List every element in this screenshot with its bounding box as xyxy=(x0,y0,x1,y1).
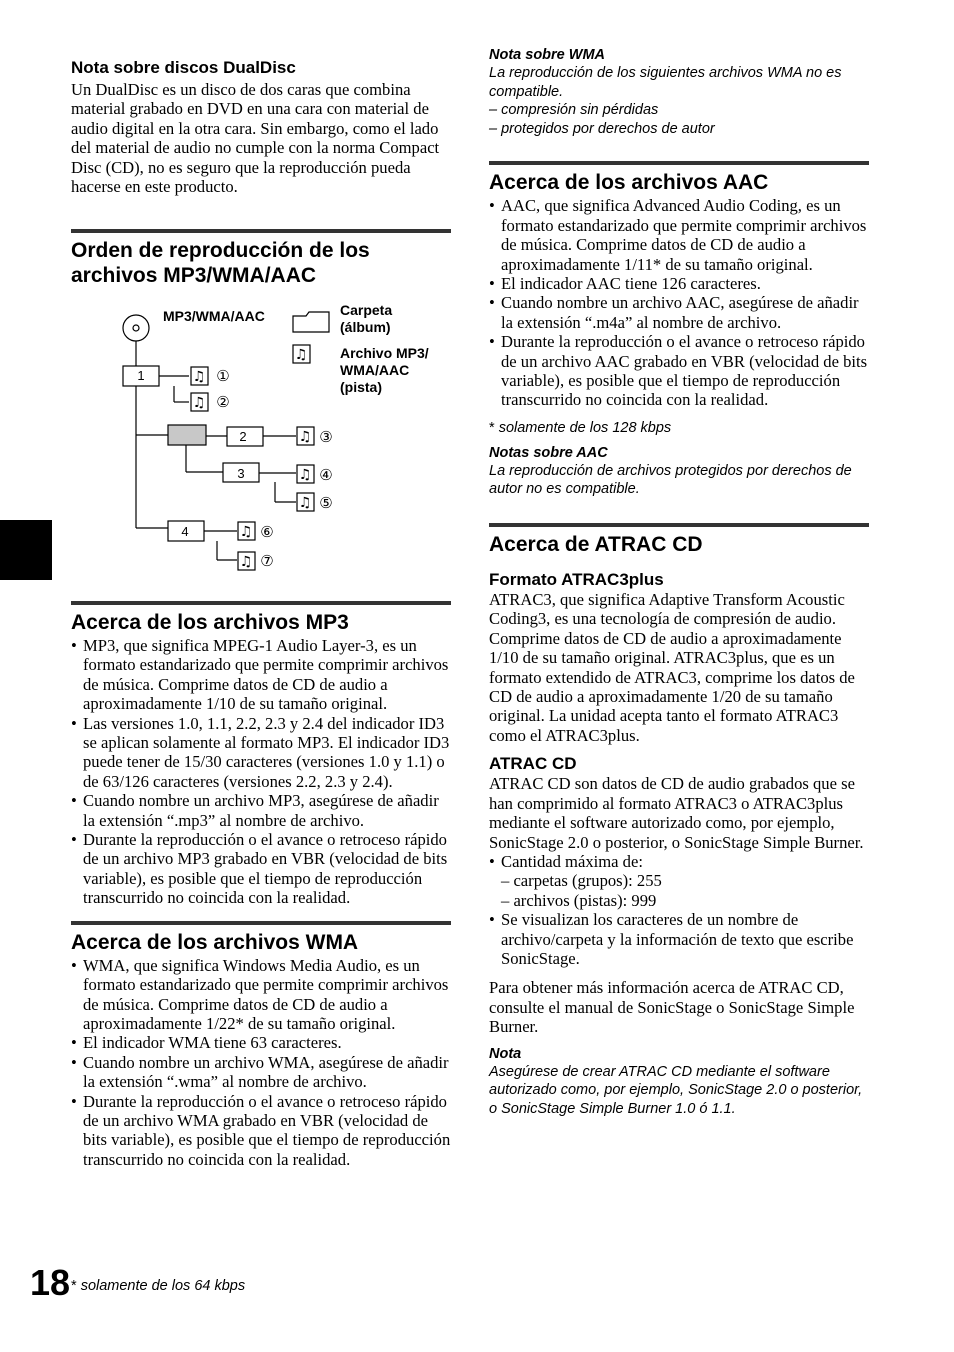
aac-bullet: • Durante la reproducción o el avance o retroceso rápido de un archivo AAC grabado en VBR (velocidad de bits variable), es posible que el tiempo de reproducción transcurrido no coincida con la realidad. xyxy=(489,332,869,410)
wma-note-body: La reproducción de los siguientes archivos WMA no es compatible. xyxy=(489,65,842,100)
track-number-5: ⑤ xyxy=(319,494,333,512)
aac-footnote xyxy=(489,420,869,436)
section-tab-marker xyxy=(0,520,52,580)
folder-tree-svg xyxy=(71,296,451,586)
wma-bullet: • Durante la reproducción o el avance o retroceso rápido de un archivo WMA grabado en VBR (velocidad de bits variable), es posible que el tiempo de reproducción transcurrido no coincida con la realidad. xyxy=(71,1092,451,1170)
page-number: 18 xyxy=(30,1262,71,1303)
wma-note-item: – compresión sin pérdidas xyxy=(489,102,659,119)
diagram-root-label: MP3/WMA/AAC xyxy=(163,308,265,324)
folder-label-1: 1 xyxy=(137,368,145,383)
track-number-7: ⑦ xyxy=(260,552,274,570)
aac-bullet-list xyxy=(489,196,869,409)
svg-text:♫: ♫ xyxy=(192,369,206,385)
dualdisc-heading: Nota sobre discos DualDisc xyxy=(71,58,296,77)
aac-bullet: • El indicador AAC tiene 126 caracteres. xyxy=(489,274,869,293)
atrac3plus-body: ATRAC3, que significa Adaptive Transform Acoustic Coding3, es una tecnología de compresión de audio. Comprime datos de CD de audio a aproximadamente 1/10 de su tamaño original. ATRAC3plus, que es un formato extendido de ATRAC3, comprime los datos de CD de audio a aproximadamente 1/20 de su tamaño original. La unidad acepta tanto el formato ATRAC3 como el ATRAC3plus. xyxy=(489,590,855,745)
svg-text:♫: ♫ xyxy=(298,495,312,511)
atrac-note-body: Asegúrese de crear ATRAC CD mediante el software autorizado como, por ejemplo, SonicStage 2.0 o posterior, o SonicStage Simple Burner 1.0 ó 1.1. xyxy=(489,1063,863,1117)
folder-label-4: 4 xyxy=(181,524,189,539)
track-number-2: ② xyxy=(216,393,230,411)
left-column xyxy=(71,58,451,288)
atrac-bullet: • Se visualizan los caracteres de un nombre de archivo/carpeta y la información de texto que escribe SonicStage. xyxy=(489,910,869,968)
right-column xyxy=(489,46,869,1118)
aac-bullet: • AAC, que significa Advanced Audio Coding, es un formato estandarizado que permite comprimir archivos de música. Comprime datos de CD de audio a aproximadamente 1/11* de su tamaño original. xyxy=(489,196,869,274)
legend-file-label: Archivo MP3/ WMA/AAC (pista) xyxy=(340,345,429,395)
track-number-1: ① xyxy=(216,367,230,385)
wma-note-title: Nota sobre WMA xyxy=(489,47,605,63)
folder-label-3: 3 xyxy=(237,466,245,481)
footnote-mark: * xyxy=(71,1278,77,1294)
dualdisc-body: Un DualDisc es un disco de dos caras que combina material grabado en DVD en una cara con material de audio digital en la otra cara. Sin embargo, como el lado del material de audio no cumple con la norma Compact Disc (CD), no es seguro que la reproducción pueda hacerse en este producto. xyxy=(71,80,440,197)
atrac-cd-subheading: ATRAC CD xyxy=(489,754,577,774)
atrac3plus-subheading: Formato ATRAC3plus xyxy=(489,570,664,590)
mp3-bullet: • MP3, que significa MPEG-1 Audio Layer-3, es un formato estandarizado que permite comprimir archivos de música. Comprime datos de CD de audio a aproximadamente 1/10 de su tamaño original. xyxy=(71,636,451,714)
legend-folder-label: Carpeta (álbum) xyxy=(340,302,393,335)
track-number-3: ③ xyxy=(319,428,333,446)
aac-note-body: La reproducción de archivos protegidos por derechos de autor no es compatible. xyxy=(489,462,852,498)
svg-text:♫: ♫ xyxy=(298,429,312,445)
wma-heading: Acerca de los archivos WMA xyxy=(71,921,451,955)
aac-note-title: Notas sobre AAC xyxy=(489,444,608,461)
footnote-text: solamente de los 64 kbps xyxy=(80,1278,246,1294)
mp3-heading: Acerca de los archivos MP3 xyxy=(71,601,451,635)
atrac-bullet-list xyxy=(489,852,869,968)
svg-text:♫: ♫ xyxy=(192,395,206,411)
atrac-note-title: Nota xyxy=(489,1045,522,1062)
atrac-sub-item: – carpetas (grupos): 255 xyxy=(501,871,662,891)
atrac-bullet-text: Cantidad máxima de: xyxy=(501,851,643,871)
folder-tree-diagram xyxy=(71,296,451,586)
svg-text:♫: ♫ xyxy=(298,467,312,483)
svg-text:♫: ♫ xyxy=(239,524,253,540)
atrac-heading: Acerca de ATRAC CD xyxy=(489,523,869,557)
mp3-bullet-list xyxy=(71,636,451,908)
wma-bullet: • El indicador WMA tiene 63 caracteres. xyxy=(71,1033,451,1052)
track-number-6: ⑥ xyxy=(260,523,274,541)
aac-heading: Acerca de los archivos AAC xyxy=(489,161,869,195)
mp3-bullet: • Durante la reproducción o el avance o retroceso rápido de un archivo MP3 grabado en VBR (velocidad de bits variable), es posible que el tiempo de reproducción transcurrido no coincida con la realidad. xyxy=(71,830,451,908)
track-number-4: ④ xyxy=(319,466,333,484)
left-column-lower xyxy=(71,601,451,1169)
atrac-sub-item: – archivos (pistas): 999 xyxy=(501,890,657,910)
wma-bullet: • Cuando nombre un archivo WMA, asegúrese de añadir la extensión “.wma” al nombre de archivo. xyxy=(71,1053,451,1092)
aac-bullet: • Cuando nombre un archivo AAC, asegúrese de añadir la extensión “.m4a” al nombre de archivo. xyxy=(489,293,869,332)
atrac-bullet xyxy=(489,852,869,910)
wma-note-item: – protegidos por derechos de autor xyxy=(489,120,715,137)
svg-text:♫: ♫ xyxy=(294,347,308,363)
mp3-bullet: • Las versiones 1.0, 1.1, 2.2, 2.3 y 2.4 del indicador ID3 se aplican solamente al formato MP3. El indicador ID3 puede tener de 15/30 caracteres (versiones 1.0 y 1.1) o de 63/126 caracteres (versiones 2.2, 2.3 y 2.4). xyxy=(71,714,451,792)
folder-label-2: 2 xyxy=(239,429,247,444)
wma-bullet-list xyxy=(71,956,451,1169)
footnote-text: solamente de los 128 kbps xyxy=(498,419,672,436)
svg-text:♫: ♫ xyxy=(239,554,253,570)
atrac-cd-body: ATRAC CD son datos de CD de audio grabados que se han comprimido al formato ATRAC3 o ATRAC3plus mediante el software autorizado como, por ejemplo, SonicStage 2.0 o posterior, o SonicStage Simple Burner. xyxy=(489,774,864,852)
footnote-mark: * xyxy=(489,419,495,436)
wma-footnote xyxy=(71,1278,245,1294)
mp3-bullet: • Cuando nombre un archivo MP3, asegúrese de añadir la extensión “.mp3” al nombre de archivo. xyxy=(71,791,451,830)
atrac-more-info: Para obtener más información acerca de ATRAC CD, consulte el manual de SonicStage o SonicStage Simple Burner. xyxy=(489,978,855,1037)
orden-heading: Orden de reproducción de los archivos MP3/WMA/AAC xyxy=(71,229,451,288)
wma-bullet: • WMA, que significa Windows Media Audio, es un formato estandarizado que permite comprimir archivos de música. Comprime datos de CD de audio a aproximadamente 1/22* de su tamaño original. xyxy=(71,956,451,1034)
